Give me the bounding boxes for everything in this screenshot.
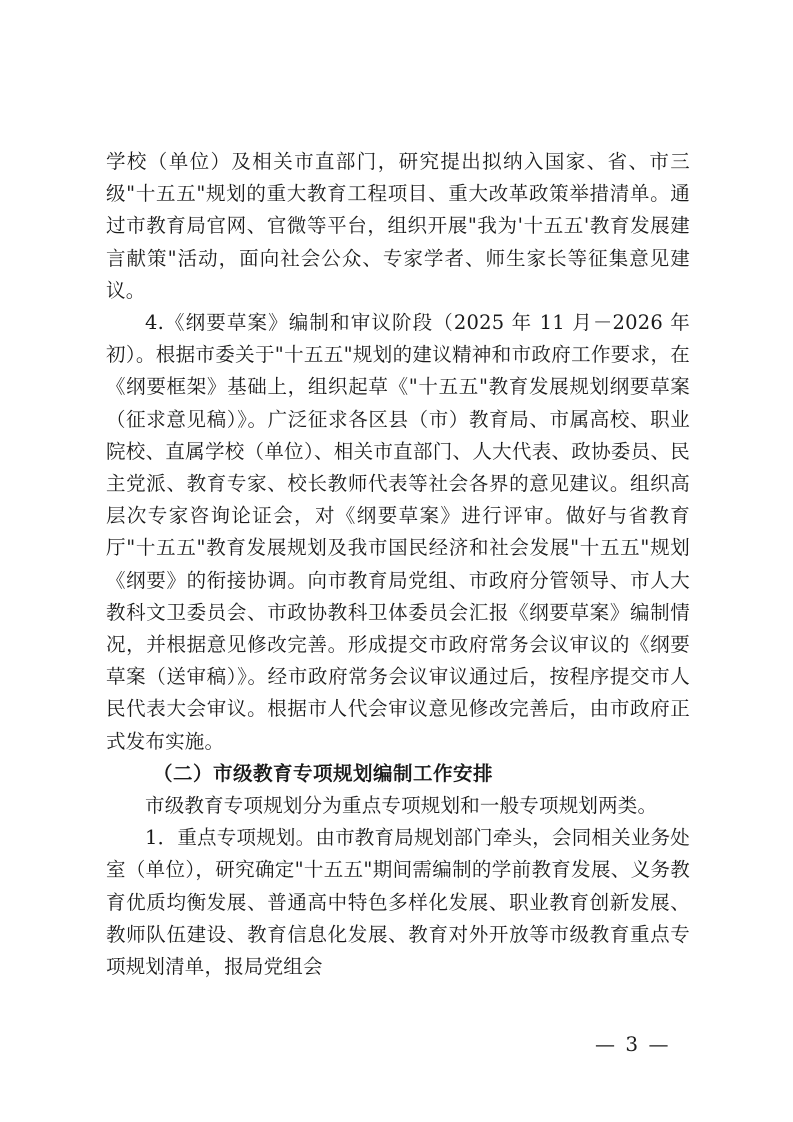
paragraph-item-4: 4.《纲要草案》编制和审议阶段（2025 年 11 月－2026 年初）。根据市委关于"十五五"规划的建议精神和市政府工作要求，在《纲要框架》基础上，组织起草《"十五五"教育发展规划纲要草案（征求意见稿）》。广泛征求各区县（市）教育局、市属高校、职业院校、直属学校（单位）、相关市直部门、人大代表、政协委员、民主党派、教育专家、校长教师代表等社会各界的意见建议。组织高层次专家咨询论证会，对《纲要草案》进行评审。做好与省教育厅"十五五"教育发展规划及我市国民经济和社会发展"十五五"规划《纲要》的衔接协调。向市教育局党组、市政府分管领导、市人大教科文卫委员会、市政协教科卫体委员会汇报《纲要草案》编制情况，并根据意见修改完善。形成提交市政府常务会议审议的《纲要草案（送审稿）》。经市政府常务会议审议通过后，按程序提交市人民代表大会审议。根据市人代会审议意见修改完善后，由市政府正式发布实施。 <box>106 311 690 753</box>
page-number: — 3 — <box>595 1032 671 1056</box>
paragraph-continuation: 学校（单位）及相关市直部门，研究提出拟纳入国家、省、市三级"十五五"规划的重大教育工程项目、重大改革政策举措清单。通过市教育局官网、官微等平台，组织开展"我为'十五五'教育发展建言献策"活动，面向社会公众、专家学者、师生家长等征集意见建议。 <box>106 150 690 302</box>
paragraph-item-1: 1．重点专项规划。由市教育局规划部门牵头，会同相关业务处室（单位），研究确定"十五五"期间需编制的学前教育发展、义务教育优质均衡发展、普通高中特色多样化发展、职业教育创新发展、教师队伍建设、教育信息化发展、教育对外开放等市级教育重点专项规划清单，报局党组会 <box>106 826 690 979</box>
section-heading: （二）市级教育专项规划编制工作安排 <box>153 761 494 785</box>
document-body <box>106 146 690 983</box>
paragraph-intro: 市级教育专项规划分为重点专项规划和一般专项规划两类。 <box>145 794 658 818</box>
